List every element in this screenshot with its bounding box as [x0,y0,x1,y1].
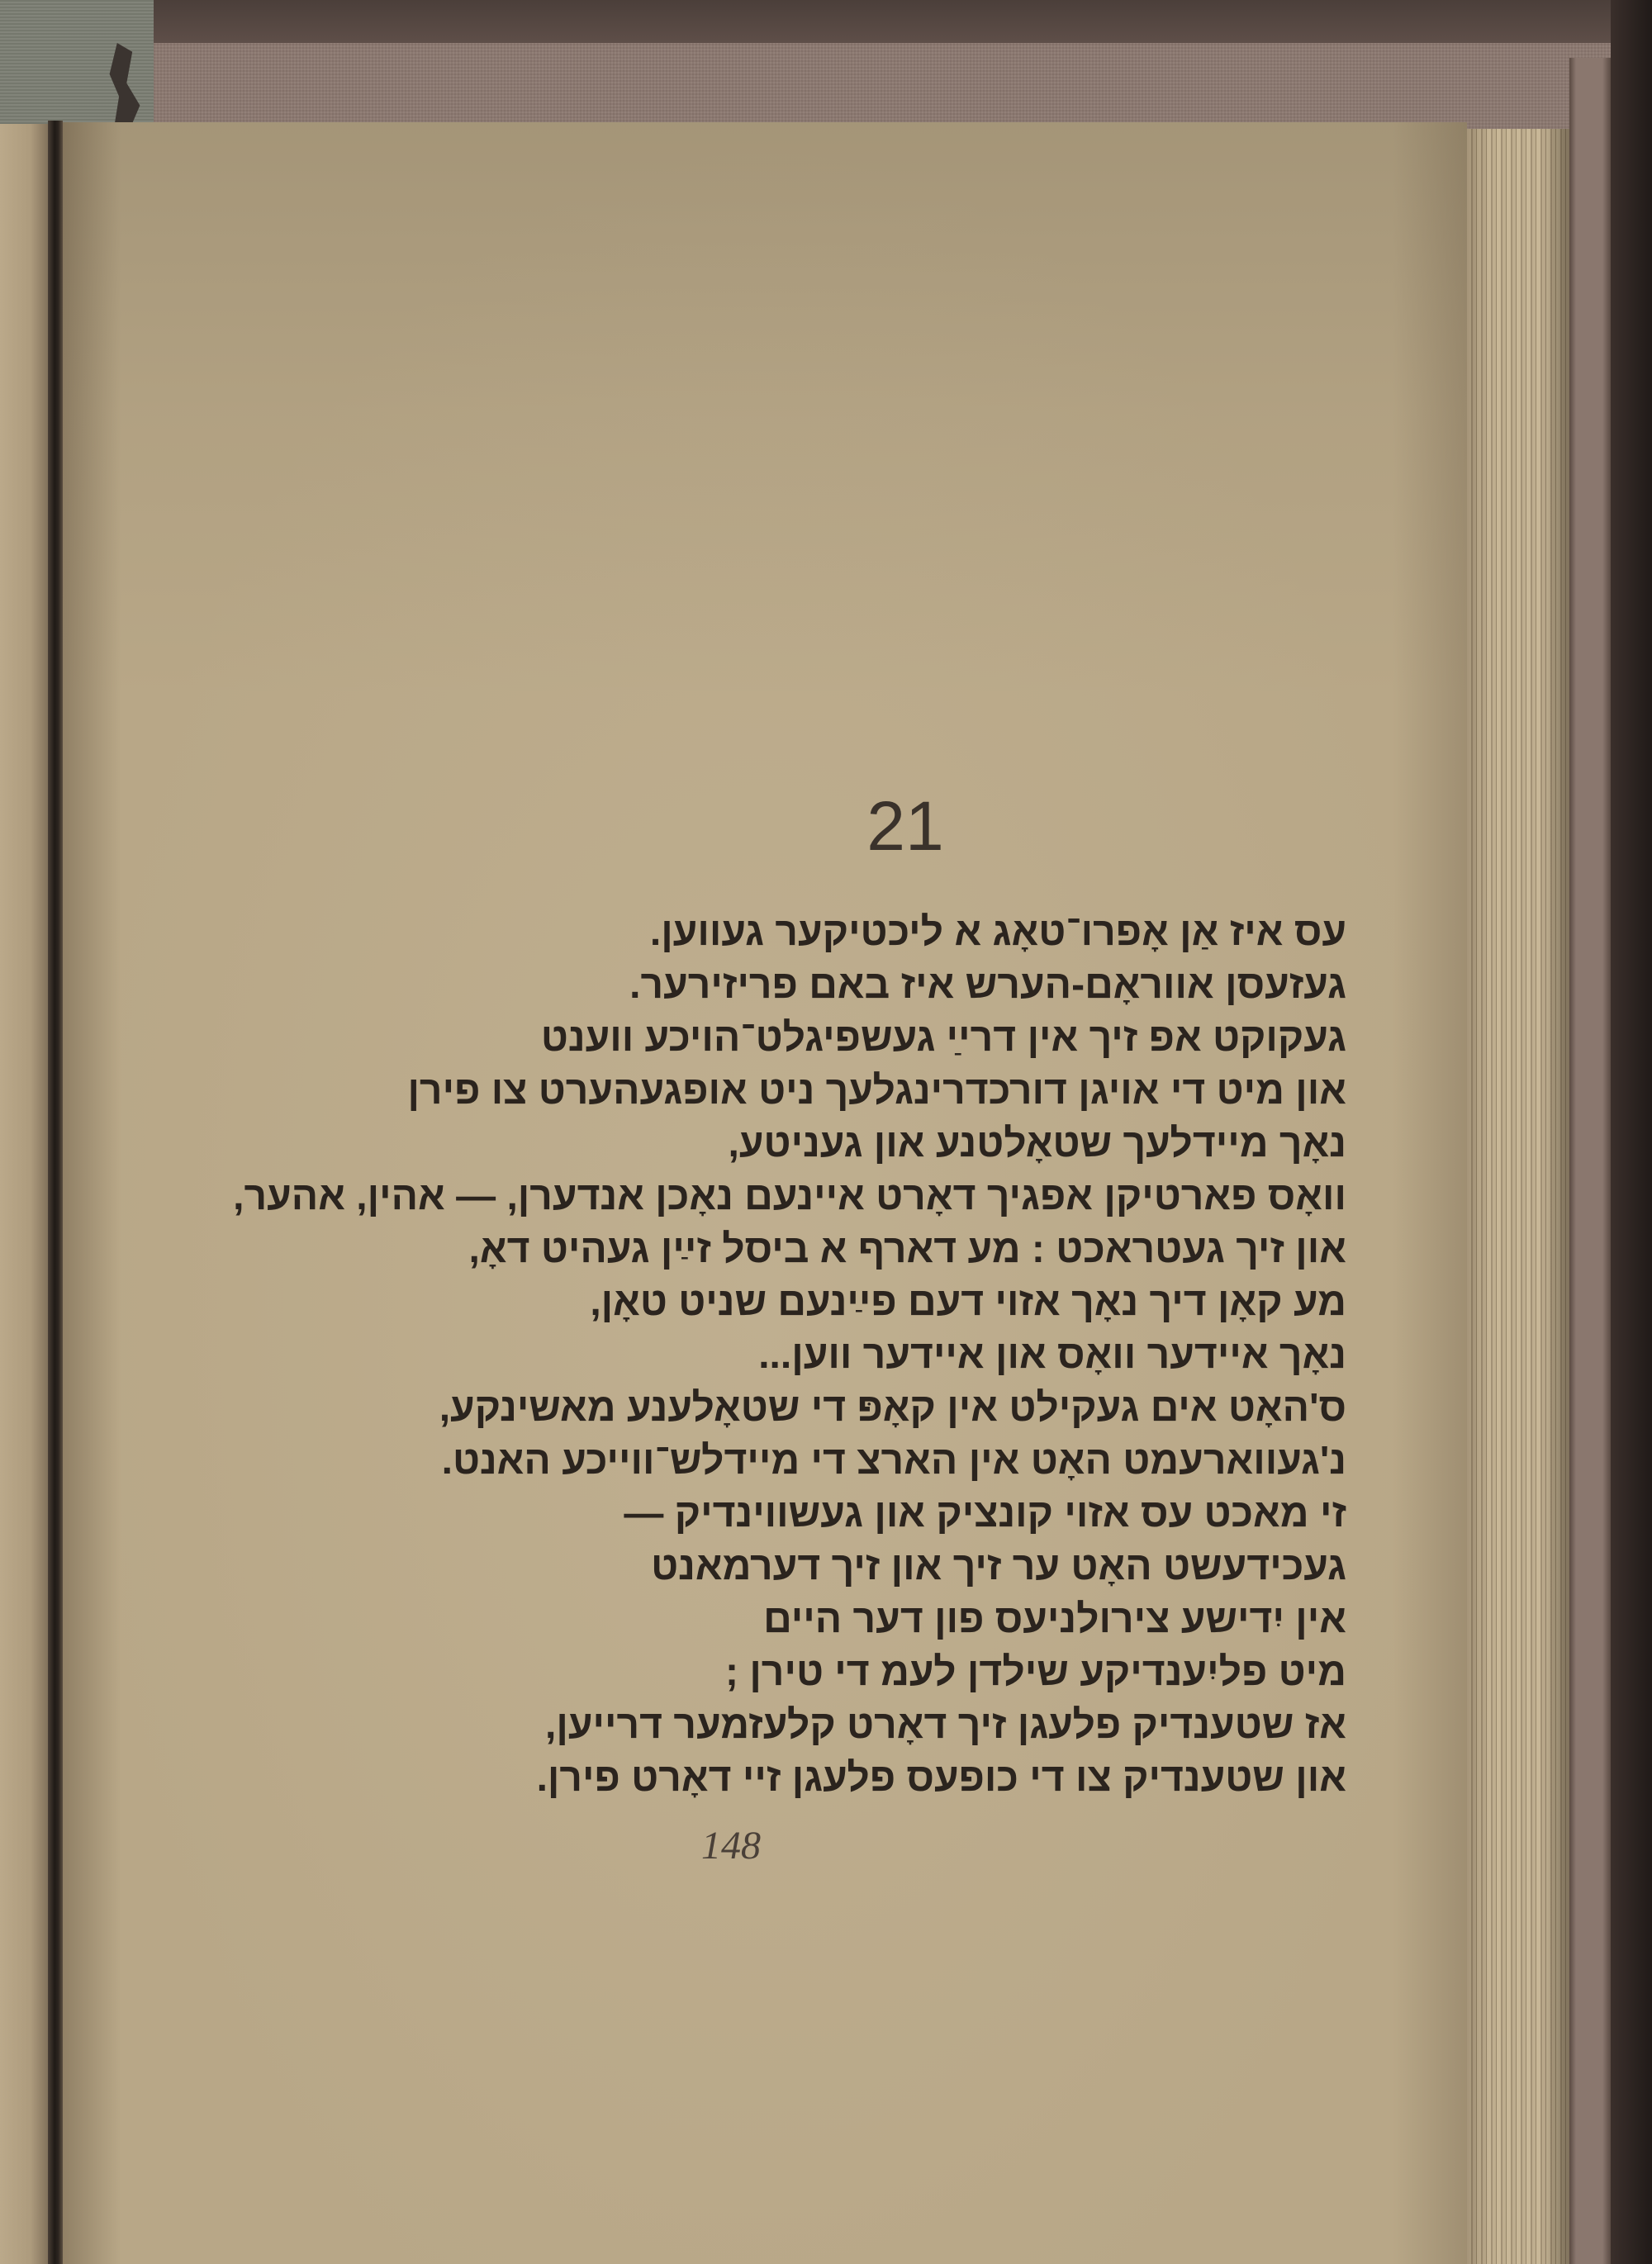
poem-line: נאָך מיידלעך שטאָלטנע און געניטע, [728,1122,1346,1165]
poem-line: נאָך איידער וואָס און איידער ווען... [758,1333,1346,1377]
poem-line: וואָס פארטיקן אפגיך דאָרט איינעם נאָכן אנדערן, — אהין, אהער, [233,1175,1346,1218]
cover-edge-shadow [1611,0,1652,2264]
poem-line: און זיך געטראכט : מע דארף א ביסל זײַן געהיט דאָ, [468,1227,1346,1271]
previous-page-edge [0,124,51,2264]
page-number: 148 [701,1824,761,1868]
poem-text [124,906,1346,1805]
poem-line: געכידעשט האָט ער זיך און זיך דערמאנט [651,1545,1346,1588]
spine-cloth [0,0,154,132]
cover-right-strip [1569,58,1611,2264]
poem-line: זי מאכט עס אזוי קונציק און געשווינדיק — [624,1492,1346,1535]
poem-line: און מיט די אויגן דורכדרינגלעך ניט אופגעהערט צו פירן [407,1069,1346,1113]
poem-line: און שטענדיק צו די כופעס פלעגן זיי דאָרט פירן. [536,1756,1346,1800]
poem-line: עס איז אַן אָפרו־טאָג א ליכטיקער געווען. [649,910,1346,954]
poem-line: מיט פליִענדיקע שילדן לעמ די טירן ; [725,1650,1346,1694]
poem-line: אין יִדישע צירולניעס פון דער היים [763,1597,1346,1641]
poem-line: ס'האָט אים געקילט אין קאָפּ די שטאָלענע מאשינקע, [439,1386,1346,1430]
poem-line: מע קאָן דיך נאָך אזוי דעם פײַנעם שניט טאָן, [590,1280,1346,1324]
spine-tear [106,43,144,132]
poem-line: אז שטענדיק פלעגן זיך דאָרט קלעזמער דרייען, [545,1703,1346,1747]
chapter-number: 21 [866,787,944,865]
poem-line: נ'געווארעמט האָט אין הארצ די מיידלש־ווייכע האנט. [441,1439,1346,1483]
gutter [48,121,63,2264]
page-edge-stack [1467,129,1569,2264]
poem-line: געזעסן אווראָם-הערש איז באם פריזירער. [629,963,1346,1007]
poem-line: געקוקט אפ זיך אין דרײַ געשפיגלט־הויכע ווענט [540,1016,1346,1060]
